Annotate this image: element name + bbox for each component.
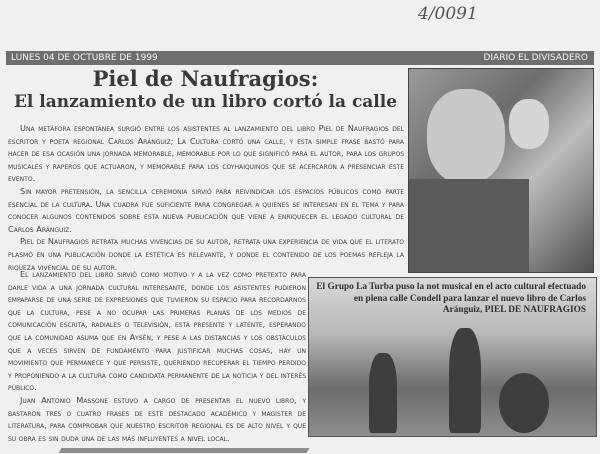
newspaper-name: DIARIO EL DIVISADERO [483, 53, 588, 63]
headline [8, 66, 403, 113]
article-title: Piel de Naufragios: [92, 66, 319, 91]
drum-kit [499, 373, 549, 433]
paragraph: Una metáfora espontánea surgió entre los asistentes al lanzamiento del libro Piel de Naufragios del escritor y poeta regional Carlos Aránguiz; La Cultura cortó una calle, y esta simple frase bastó para hacer de esa ocasión una jornada memorable, memorable por lo que significó para el autor, para los grupos musicales y raperos que actuaron, y memorable para los coyhaiquinos que se acercaron a presenciar este evento. [8, 123, 404, 184]
date: LUNES 04 DE OCTUBRE DE 1999 [11, 53, 158, 63]
musician-figure [449, 328, 481, 433]
torn-edge [59, 448, 310, 453]
author-photo [408, 68, 594, 273]
paragraph: El lanzamiento del libro sirvió como motivo y a la vez como pretexto para darle vida a una jornada cultural interesante, donde los asistentes pudieron empaparse de una serie de expresiones que tuvieron su espacio para recordarnos que la cultura, pese a no ocupar las primeras planas de los medios de comunicación escrita, radiales o televisión, está presente y latente, esperando que la comunidad asuma que en Aysén, y pese a las distancias y los obstáculos que a veces sirven de fundamento para justificar muchas cosas, hay un movimiento que permanece y que persiste, queriendo recuperar el tiempo perdido y proponiendo a la cultura como candidata permanente de la noticia y del interés público. [8, 269, 306, 393]
person-figure [409, 179, 529, 272]
photo-caption: El Grupo La Turba puso la not musical en el acto cultural efectuado en plena calle Condell para lanzar el nuevo libro de Carlos Aránguiz, PIEL DE NAUFRAGIOS [316, 282, 586, 315]
band-photo [308, 277, 597, 437]
header-bar [6, 51, 594, 65]
archive-number: 4/0091 [418, 4, 478, 24]
article-body-top [8, 122, 404, 273]
paragraph: Piel de Naufragios retrata muchas vivencias de su autor, retrata una experiencia de vida que el literato plasmó en una publicación donde la estética es relevante, y donde el contenido de los poemas refleja la riqueza vivencial de su autor. [8, 236, 404, 272]
article-subtitle: El lanzamiento de un libro cortó la calle [13, 92, 398, 112]
paragraph: Juan Antonio Massone estuvo a cargo de presentar el nuevo libro, y bastaron tres o cuatro frases de este destacado académico y magister de literatura, para comprobar que nuestro escritor regional es de alto nivel y que su obra es sin duda una de las más influyentes a nivel local. [8, 394, 306, 443]
person-figure [509, 99, 549, 149]
musician-figure [369, 353, 397, 433]
paragraph: Sin mayor pretensión, la sencilla ceremonia sirvió para reivindicar los espacios públicos como parte esencial de la cultura. Una cuadra fue suficiente para congregar a quienes se interesan en el tema y para conocer algunos contenidos sobre esta nueva publicación que viene a enriquecer el legado cultural de Carlos Aránguiz. [8, 185, 404, 234]
person-figure [427, 89, 505, 184]
article-body-bottom [8, 268, 306, 444]
